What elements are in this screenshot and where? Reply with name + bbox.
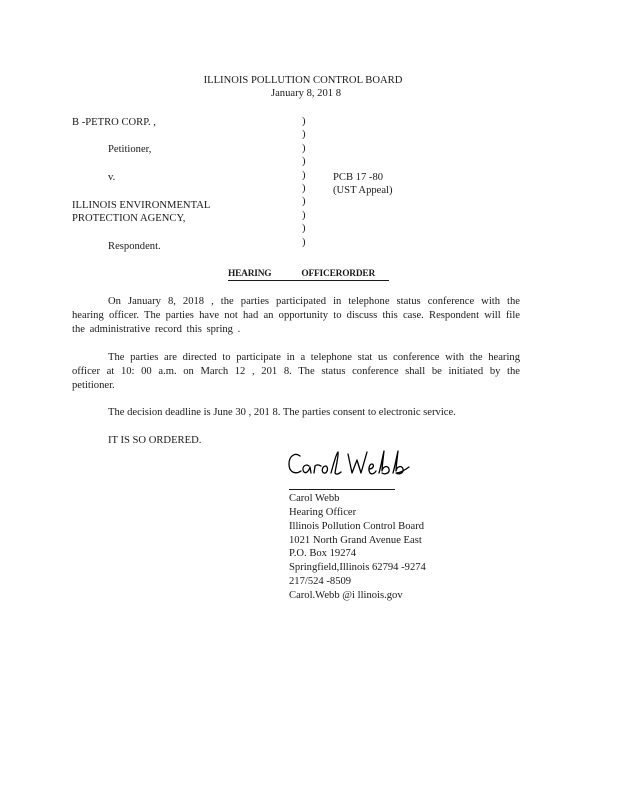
handwritten-signature — [286, 446, 412, 480]
order-title-part1: HEARING — [228, 269, 272, 279]
caption-bracket: ) — [302, 129, 306, 141]
case-type: (UST Appeal) — [333, 185, 393, 196]
petitioner-name: B -PETRO CORP. , — [72, 117, 156, 128]
respondent-name-line2: PROTECTION AGENCY, — [72, 213, 186, 224]
paragraph-2: The parties are directed to participate in a telephone stat us conference with the hearing officer at 10: 00 a.m. on March 12 , 201 8. The status conference shall be initiated by the petitioner. — [72, 352, 520, 391]
document-date: January 8, 201 8 — [270, 88, 342, 99]
signer-name: Carol Webb — [289, 493, 340, 504]
closing-statement: IT IS SO ORDERED. — [108, 435, 202, 446]
board-title: ILLINOIS POLLUTION CONTROL BOARD — [203, 75, 403, 86]
caption-bracket: ) — [302, 196, 306, 208]
versus: v. — [108, 172, 116, 183]
paragraph-1: On January 8, 2018 , the parties participated in telephone status conference with the hearing officer. The parties have not had an opportunity to discuss this case. Respondent will file the administrative record this spring . — [72, 296, 520, 335]
caption-bracket: ) — [302, 116, 306, 127]
signer-phone: 217/524 -8509 — [289, 576, 352, 587]
order-title-part2: OFFICERORDER — [301, 269, 376, 279]
order-title-underline — [228, 280, 389, 281]
signature-line — [289, 489, 395, 490]
respondent-role: Respondent. — [108, 241, 161, 252]
case-number: PCB 17 -80 — [333, 172, 384, 183]
signer-organization: Illinois Pollution Control Board — [289, 521, 425, 532]
petitioner-role: Petitioner, — [108, 144, 152, 155]
caption-bracket: ) — [302, 223, 306, 235]
signer-city: Springfield,Illinois 62794 -9274 — [289, 562, 426, 573]
signer-po-box: P.O. Box 19274 — [289, 548, 357, 559]
paragraph-3: The decision deadline is June 30 , 201 8. The parties consent to electronic service. — [108, 407, 456, 418]
caption-bracket: ) — [302, 156, 306, 168]
caption-bracket: ) — [302, 182, 306, 194]
caption-bracket: ) — [302, 142, 306, 154]
caption-bracket: ) — [302, 209, 306, 221]
caption-bracket: ) — [302, 236, 306, 248]
signer-title: Hearing Officer — [289, 507, 357, 518]
caption-bracket: ) — [302, 169, 306, 181]
caption-brackets — [302, 115, 306, 249]
signer-street-address: 1021 North Grand Avenue East — [289, 535, 422, 546]
signature-icon — [286, 446, 412, 480]
signer-email: Carol.Webb @i llinois.gov — [289, 590, 403, 601]
respondent-name-line1: ILLINOIS ENVIRONMENTAL — [72, 200, 211, 211]
